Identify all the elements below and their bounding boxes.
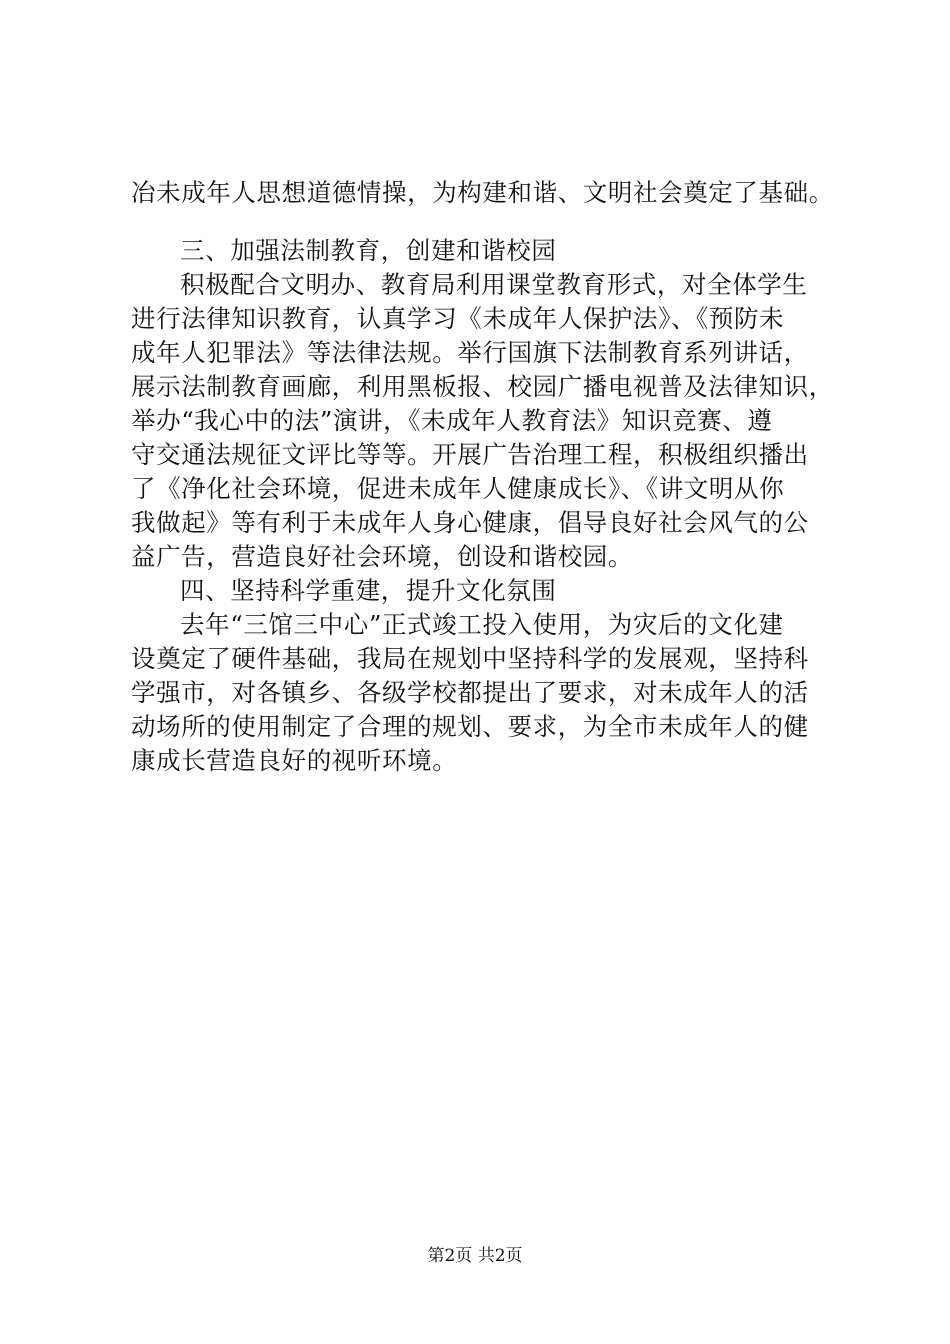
paragraph-line: 动场所的使用制定了合理的规划、要求，为全市未成年人的健 — [131, 712, 809, 741]
paragraph-line: 去年“三馆三中心”正式竣工投入使用，为灾后的文化建 — [180, 610, 784, 639]
paragraph-line: 了《净化社会环境，促进未成年人健康成长》、《讲文明从你 — [131, 474, 785, 503]
paragraph-line: 益广告，营造良好社会环境，创设和谐校园。 — [131, 542, 633, 571]
paragraph-line: 冶未成年人思想道德情操，为构建和谐、文明社会奠定了基础。 — [131, 178, 834, 207]
page-footer: 第2页 共2页 — [427, 1246, 523, 1266]
paragraph-line: 康成长营造良好的视听环境。 — [131, 746, 458, 775]
paragraph-line: 积极配合文明办、教育局利用课堂教育形式，对全体学生 — [180, 270, 808, 299]
paragraph-line: 成年人犯罪法》等法律法规。举行国旗下法制教育系列讲话， — [131, 338, 809, 367]
paragraph-line: 学强市，对各镇乡、各级学校都提出了要求，对未成年人的活 — [131, 678, 809, 707]
paragraph-line: 我做起》等有利于未成年人身心健康，倡导良好社会风气的公 — [131, 508, 809, 537]
paragraph-line: 进行法律知识教育，认真学习《未成年人保护法》、《预防未 — [131, 304, 785, 333]
section-heading: 四、坚持科学重建，提升文化氛围 — [180, 576, 557, 605]
paragraph-line: 设奠定了硬件基础，我局在规划中坚持科学的发展观，坚持科 — [131, 644, 809, 673]
paragraph-line: 举办“我心中的法”演讲，《未成年人教育法》知识竞赛、遵 — [131, 406, 773, 435]
section-heading: 三、加强法制教育，创建和谐校园 — [180, 236, 557, 265]
paragraph-line: 守交通法规征文评比等等。开展广告治理工程，积极组织播出 — [131, 440, 809, 469]
paragraph-line: 展示法制教育画廊，利用黑板报、校园广播电视普及法律知识， — [131, 372, 834, 401]
